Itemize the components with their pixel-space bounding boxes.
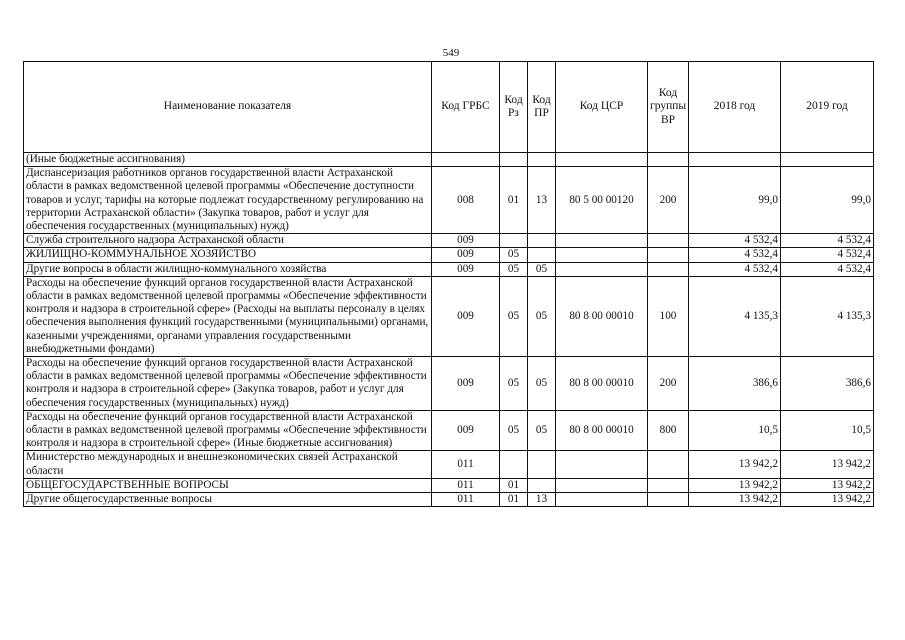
table-header-row bbox=[24, 62, 874, 153]
row-name: Расходы на обеспечение функций органов государственной власти Астраханской области в рамках ведомственной целевой программы «Обеспечение эффективности контроля и надзора в строительной сфере» (Расходы на выплаты персоналу в целях обеспечения выполнения функций государственными (муниципальными) органами, казенными учреждениями, органами управления государственными внебюджетными фондами) bbox=[24, 276, 432, 356]
row-2018: 99,0 bbox=[689, 167, 781, 234]
column-header-2019: 2019 год bbox=[781, 62, 874, 153]
table-row bbox=[24, 234, 874, 248]
table-row bbox=[24, 493, 874, 507]
row-vr bbox=[648, 153, 689, 167]
row-grbs: 009 bbox=[432, 248, 500, 262]
row-grbs: 008 bbox=[432, 167, 500, 234]
row-rz: 05 bbox=[500, 357, 528, 411]
row-rz bbox=[500, 451, 528, 478]
row-grbs: 009 bbox=[432, 357, 500, 411]
row-rz: 05 bbox=[500, 262, 528, 276]
row-2018: 4 532,4 bbox=[689, 262, 781, 276]
row-pr bbox=[528, 451, 556, 478]
row-name: Диспансеризация работников органов государственной власти Астраханской области в рамках ведомственной целевой программы «Обеспечение доступности товаров и услуг, тарифы на которые подлежат государственному регулированию на территории Астраханской области» (Закупка товаров, работ и услуг для обеспечения государственных (муниципальных) нужд) bbox=[24, 167, 432, 234]
column-header-name: Наименование показателя bbox=[24, 62, 432, 153]
table-row bbox=[24, 478, 874, 492]
column-header-csr: Код ЦСР bbox=[556, 62, 648, 153]
row-2019: 4 532,4 bbox=[781, 234, 874, 248]
row-2019: 386,6 bbox=[781, 357, 874, 411]
row-csr: 80 8 00 00010 bbox=[556, 276, 648, 356]
row-2019 bbox=[781, 153, 874, 167]
column-header-vr: Код группы ВР bbox=[648, 62, 689, 153]
row-vr bbox=[648, 248, 689, 262]
row-name: Министерство международных и внешнеэкономических связей Астраханской области bbox=[24, 451, 432, 478]
row-rz: 01 bbox=[500, 167, 528, 234]
row-csr: 80 8 00 00010 bbox=[556, 410, 648, 451]
row-2018: 386,6 bbox=[689, 357, 781, 411]
row-pr bbox=[528, 153, 556, 167]
row-pr: 05 bbox=[528, 262, 556, 276]
row-name: Служба строительного надзора Астраханской области bbox=[24, 234, 432, 248]
row-csr bbox=[556, 248, 648, 262]
table-row bbox=[24, 357, 874, 411]
row-grbs: 011 bbox=[432, 478, 500, 492]
row-csr bbox=[556, 451, 648, 478]
table-row bbox=[24, 248, 874, 262]
row-rz: 05 bbox=[500, 248, 528, 262]
column-header-grbs: Код ГРБС bbox=[432, 62, 500, 153]
row-rz bbox=[500, 153, 528, 167]
row-2018: 13 942,2 bbox=[689, 451, 781, 478]
row-csr bbox=[556, 493, 648, 507]
row-grbs: 009 bbox=[432, 276, 500, 356]
row-2018: 13 942,2 bbox=[689, 478, 781, 492]
table-row bbox=[24, 276, 874, 356]
table-row bbox=[24, 451, 874, 478]
row-vr: 100 bbox=[648, 276, 689, 356]
row-rz bbox=[500, 234, 528, 248]
row-pr: 05 bbox=[528, 410, 556, 451]
row-2018: 4 532,4 bbox=[689, 234, 781, 248]
table-row bbox=[24, 153, 874, 167]
row-csr bbox=[556, 478, 648, 492]
row-grbs: 011 bbox=[432, 493, 500, 507]
row-rz: 01 bbox=[500, 493, 528, 507]
row-grbs bbox=[432, 153, 500, 167]
column-header-pr: Код ПР bbox=[528, 62, 556, 153]
row-name: Другие вопросы в области жилищно-коммунального хозяйства bbox=[24, 262, 432, 276]
row-vr bbox=[648, 262, 689, 276]
row-vr bbox=[648, 493, 689, 507]
row-name: ОБЩЕГОСУДАРСТВЕННЫЕ ВОПРОСЫ bbox=[24, 478, 432, 492]
row-pr: 13 bbox=[528, 493, 556, 507]
row-rz: 01 bbox=[500, 478, 528, 492]
row-2018: 4 532,4 bbox=[689, 248, 781, 262]
row-csr: 80 8 00 00010 bbox=[556, 357, 648, 411]
row-rz: 05 bbox=[500, 410, 528, 451]
row-2019: 13 942,2 bbox=[781, 478, 874, 492]
row-vr bbox=[648, 451, 689, 478]
row-csr bbox=[556, 153, 648, 167]
row-2018: 13 942,2 bbox=[689, 493, 781, 507]
row-2019: 4 135,3 bbox=[781, 276, 874, 356]
row-2018 bbox=[689, 153, 781, 167]
row-vr: 800 bbox=[648, 410, 689, 451]
row-vr: 200 bbox=[648, 167, 689, 234]
row-name: Расходы на обеспечение функций органов государственной власти Астраханской области в рамках ведомственной целевой программы «Обеспечение эффективности контроля и надзора в строительной сфере» (Закупка товаров, работ и услуг для обеспечения государственных (муниципальных) нужд) bbox=[24, 357, 432, 411]
row-csr: 80 5 00 00120 bbox=[556, 167, 648, 234]
row-2019: 4 532,4 bbox=[781, 248, 874, 262]
table-row bbox=[24, 262, 874, 276]
row-2018: 10,5 bbox=[689, 410, 781, 451]
row-2019: 4 532,4 bbox=[781, 262, 874, 276]
row-vr: 200 bbox=[648, 357, 689, 411]
row-pr bbox=[528, 478, 556, 492]
row-grbs: 009 bbox=[432, 410, 500, 451]
row-name: (Иные бюджетные ассигнования) bbox=[24, 153, 432, 167]
row-rz: 05 bbox=[500, 276, 528, 356]
table-row bbox=[24, 167, 874, 234]
row-name: Другие общегосударственные вопросы bbox=[24, 493, 432, 507]
row-csr bbox=[556, 234, 648, 248]
row-vr bbox=[648, 234, 689, 248]
row-pr: 13 bbox=[528, 167, 556, 234]
row-grbs: 009 bbox=[432, 234, 500, 248]
budget-table bbox=[23, 61, 874, 507]
row-pr: 05 bbox=[528, 357, 556, 411]
row-pr: 05 bbox=[528, 276, 556, 356]
row-name: Расходы на обеспечение функций органов государственной власти Астраханской области в рамках ведомственной целевой программы «Обеспечение эффективности контроля и надзора в строительной сфере» (Иные бюджетные ассигнования) bbox=[24, 410, 432, 451]
page-number: 549 bbox=[442, 47, 460, 59]
row-csr bbox=[556, 262, 648, 276]
table-row bbox=[24, 410, 874, 451]
row-pr bbox=[528, 248, 556, 262]
column-header-2018: 2018 год bbox=[689, 62, 781, 153]
row-2019: 13 942,2 bbox=[781, 493, 874, 507]
row-2019: 10,5 bbox=[781, 410, 874, 451]
row-2019: 13 942,2 bbox=[781, 451, 874, 478]
row-vr bbox=[648, 478, 689, 492]
row-pr bbox=[528, 234, 556, 248]
column-header-rz: Код Рз bbox=[500, 62, 528, 153]
row-grbs: 011 bbox=[432, 451, 500, 478]
row-grbs: 009 bbox=[432, 262, 500, 276]
row-2018: 4 135,3 bbox=[689, 276, 781, 356]
row-2019: 99,0 bbox=[781, 167, 874, 234]
row-name: ЖИЛИЩНО-КОММУНАЛЬНОЕ ХОЗЯЙСТВО bbox=[24, 248, 432, 262]
